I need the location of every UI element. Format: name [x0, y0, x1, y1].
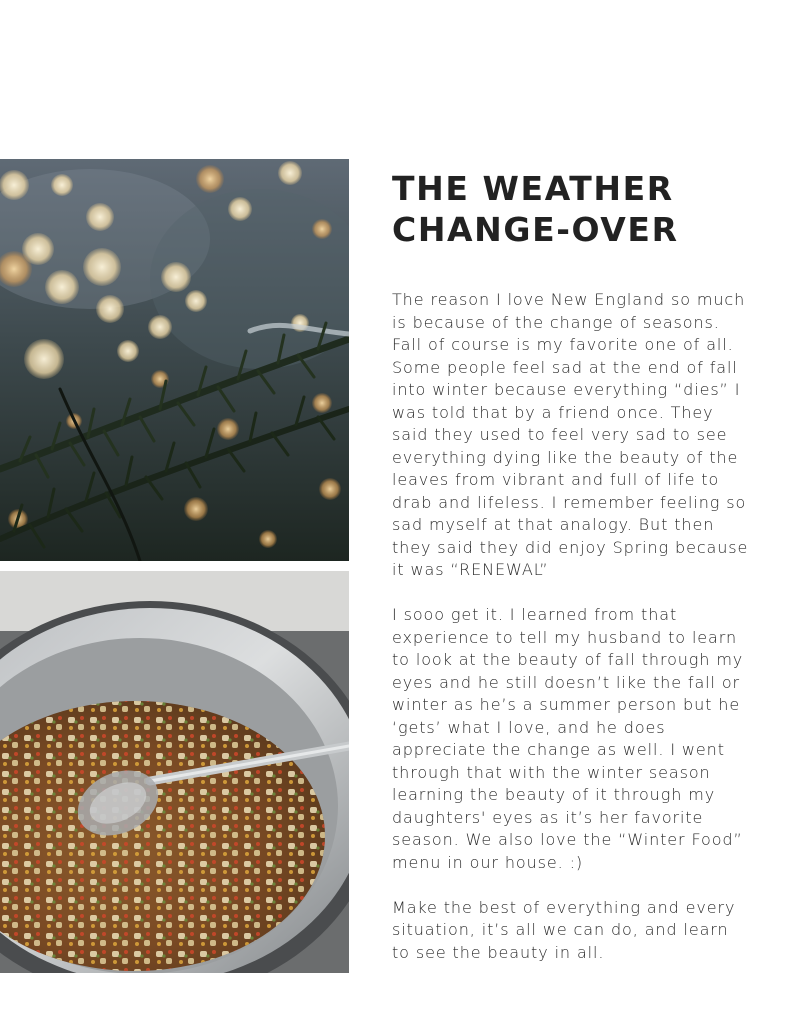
text-line: Fall of course is my favorite one of all. — [392, 335, 734, 354]
photo-pasta-soup — [0, 571, 349, 973]
text-line: is because of the change of seasons. — [392, 312, 720, 332]
text-line: appreciate the change as well. I went — [392, 740, 725, 759]
text-line: learning the beauty of it through my — [392, 785, 716, 804]
text-line: winter as he’s a summer person but he — [392, 695, 741, 714]
paragraph-1 — [392, 289, 777, 582]
photo-evergreen-lights-image — [0, 159, 349, 561]
text-line: everything dying like the beauty of the — [392, 447, 739, 467]
text-line: it was “RENEWAL” — [392, 560, 549, 579]
text-line: I sooo get it. I learned from that — [392, 605, 678, 624]
text-line: Some people feel sad at the end of fall — [392, 357, 738, 377]
photo-pasta-soup-image — [0, 571, 349, 973]
text-line: season. We also love the “Winter Food” — [392, 830, 743, 849]
text-line: situation, it’s all we can do, and learn — [392, 920, 729, 939]
paragraph-3 — [392, 897, 777, 965]
text-line: daughters' eyes as it’s her favorite — [392, 807, 704, 827]
text-line: they said they did enjoy Spring because — [392, 537, 749, 557]
text-line: Make the best of everything and every — [392, 897, 736, 917]
text-line: through that with the winter season — [392, 762, 711, 782]
text-line: said they used to feel very sad to see — [392, 425, 728, 444]
article-title-line: THE WEATHER — [392, 169, 674, 208]
text-line: The reason I love New England so much — [392, 290, 746, 309]
text-line: eyes and he still doesn’t like the fall or — [392, 672, 741, 692]
paragraph-2 — [392, 604, 777, 874]
text-line: menu in our house. :) — [392, 852, 584, 872]
text-line: into winter because everything “dies” I — [392, 380, 741, 399]
article-body — [392, 289, 777, 987]
text-line: leaves from vibrant and full of life to — [392, 470, 720, 489]
text-line: to look at the beauty of fall through my — [392, 650, 744, 669]
text-line: sad myself at that analogy. But then — [392, 515, 715, 534]
photo-evergreen-lights — [0, 159, 349, 561]
text-line: was told that by a friend once. They — [392, 402, 714, 422]
text-line: ‘gets’ what I love, and he does — [392, 717, 666, 737]
text-line: experience to tell my husband to learn — [392, 627, 737, 647]
text-line: drab and lifeless. I remember feeling so — [392, 492, 747, 512]
article-title — [392, 168, 762, 250]
text-line: to see the beauty in all. — [392, 942, 605, 962]
article-title-line: CHANGE-OVER — [392, 210, 679, 249]
